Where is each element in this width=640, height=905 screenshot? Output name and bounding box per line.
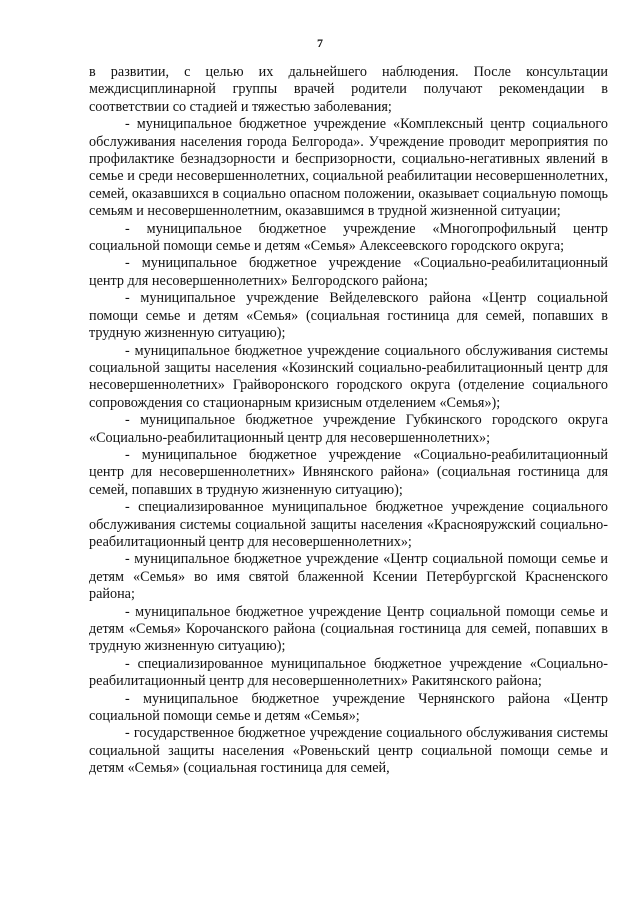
paragraph: - муниципальное бюджетное учреждение «Центр социальной помощи семье и детям «Семья» во имя святой блаженной Ксении Петербургской Красненского района; (89, 551, 608, 603)
paragraph: - муниципальное бюджетное учреждение Центр социальной помощи семье и детям «Семья» Корочанского района (социальная гостиница для семей, попавших в трудную жизненную ситуацию); (89, 603, 608, 655)
paragraph: - специализированное муниципальное бюджетное учреждение социального обслуживания системы социальной защиты населения «Краснояружский социально-реабилитационный центр для несовершеннолетних»; (89, 499, 608, 550)
paragraph: - муниципальное бюджетное учреждение «Социально-реабилитационный центр для несовершеннолетних» Ивнянского района» (социальная гостиница для семей, попавших в трудную жизненную ситуацию); (89, 446, 608, 498)
paragraph: - специализированное муниципальное бюджетное учреждение «Социально-реабилитационный центр для несовершеннолетних» Ракитянского района; (89, 655, 608, 690)
paragraph: - государственное бюджетное учреждение социального обслуживания системы социальной защиты населения «Ровеньский центр социальной помощи семье и детям «Семья» (социальная гостиница для семей, (89, 725, 608, 777)
page-number: 7 (317, 36, 323, 50)
paragraph: в развитии, с целью их дальнейшего наблюдения. После консультации междисциплинарной группы врачей родители получают рекомендации в соответствии со стадией и тяжестью заболевания; (89, 64, 608, 115)
paragraph: - муниципальное учреждение Вейделевского района «Центр социальной помощи семье и детям «Семья» (социальная гостиница для семей, попавших в трудную жизненную ситуацию); (89, 290, 608, 342)
paragraph: - муниципальное бюджетное учреждение социального обслуживания системы социальной защиты населения «Козинский социально-реабилитационный центр для несовершеннолетних» Грайворонского городского округа (отделение социального сопровождения со стационарным кризисным отделением «Семья»); (89, 342, 608, 411)
paragraph: - муниципальное бюджетное учреждение «Комплексный центр социального обслуживания населения города Белгорода». Учреждение проводит мероприятия по профилактике безнадзорности и беспризорности, социально-негативных явлений в семье и среди несовершеннолетних, социальной реабилитации несовершеннолетних, семей, оказавшихся в социально опасном положении, оказывает социальную помощь семьям и несовершеннолетним, оказавшимся в трудной жизненной ситуации; (89, 116, 608, 220)
page-body (89, 64, 608, 778)
paragraph: - муниципальное бюджетное учреждение «Социально-реабилитационный центр для несовершеннолетних» Белгородского района; (89, 255, 608, 289)
paragraph: - муниципальное бюджетное учреждение «Многопрофильный центр социальной помощи семье и детям «Семья» Алексеевского городского округа; (89, 220, 608, 255)
paragraph: - муниципальное бюджетное учреждение Губкинского городского округа «Социально-реабилитационный центр для несовершеннолетних»; (89, 412, 608, 446)
paragraph: - муниципальное бюджетное учреждение Чернянского района «Центр социальной помощи семье и детям «Семья»; (89, 690, 608, 725)
